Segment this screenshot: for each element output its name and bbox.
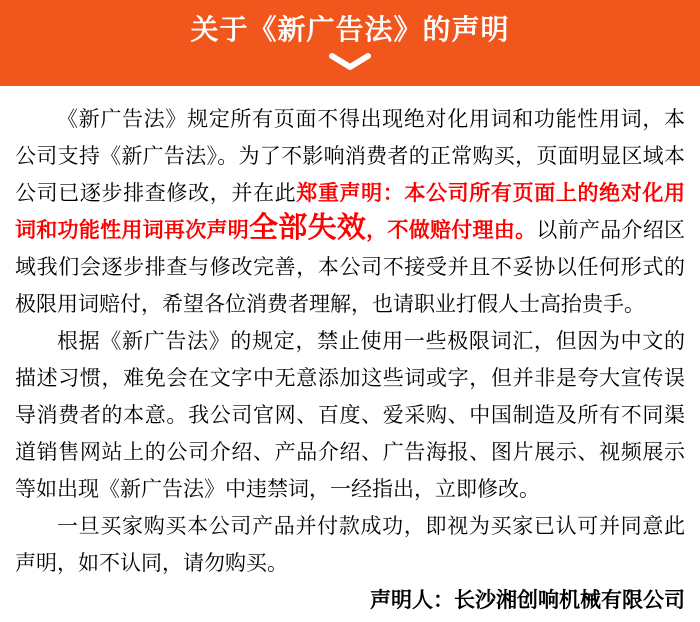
p1-black-tail-text: 以前产品介绍区域我们会逐步排查与修改完善，本公司不接受并且不妥协以任何形式的极限用词赔付，希望各位消费者理解，也请职业打假人士高抬贵手。: [15, 218, 685, 316]
p1-black-lead-text: 《新广告法》规定所有页面不得出现绝对化用词和功能性用词，本公司支持《新广告法》。为了不影响消费者的正常购买，页面明显区域本公司已逐步排查修改，并在此: [15, 107, 685, 205]
p1-red-declaration-text: 郑重声明：本公司所有页面上的绝对化用词和功能性用词再次声明: [15, 182, 685, 242]
p1-red-tail-text: ，不做赔付理由。: [366, 219, 537, 242]
p1-red-emphasis-text: 全部失效: [249, 212, 367, 244]
statement-banner: [0, 0, 700, 86]
page-title: 关于《新广告法》的声明: [190, 14, 510, 45]
chevron-down-icon: [327, 52, 373, 72]
paragraph-purchase-agreement: 一旦买家购买本公司产品并付款成功，即视为买家已认可并同意此声明，如不认同，请勿购买。: [15, 514, 685, 575]
paragraph-limit-words-explanation: 根据《新广告法》的规定，禁止使用一些极限词汇，但因为中文的描述习惯，难免会在文字中无意添加这些词或字，但并非是夸大宣传误导消费者的本意。我公司官网、百度、爱采购、中国制造及所有不同渠道销售网站上的公司介绍、产品介绍、广告海报、图片展示、视频展示等如出现《新广告法》中违禁词，一经指出，立即修改。: [15, 329, 685, 501]
signature-line: [15, 582, 685, 619]
signature-company-name: 长沙湘创响机械有限公司: [454, 588, 685, 612]
signature-label: 声明人：: [370, 588, 454, 612]
paragraph-law-declaration: [15, 101, 685, 323]
statement-body: [0, 86, 700, 619]
